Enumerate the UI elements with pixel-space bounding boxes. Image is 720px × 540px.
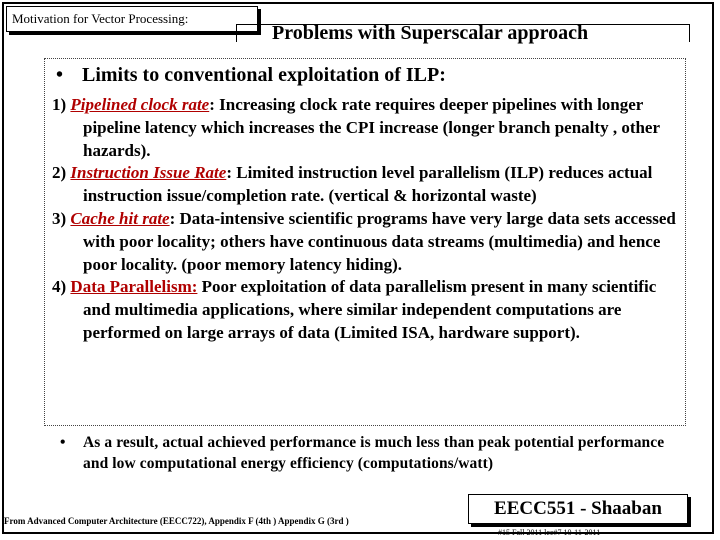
item-text: Data-intensive scientific programs have very large data sets accessed with poor locality; others have continuous data streams (multimedia) and hence poor locality. (poor memory latency hiding).: [83, 208, 676, 274]
list-item: [52, 162, 682, 208]
item-number: 2): [52, 163, 71, 183]
section-tag: Motivation for Vector Processing:: [6, 6, 258, 32]
item-term: Cache hit rate: [70, 208, 170, 228]
item-number: 4): [52, 277, 71, 297]
problem-list: [52, 94, 682, 345]
result-bullet: [60, 432, 670, 474]
heading-text: Limits to conventional exploitation of ILP:: [82, 64, 446, 86]
item-term: Data Parallelism:: [70, 277, 198, 297]
item-number: 1): [52, 95, 71, 114]
item-number: 3): [52, 208, 71, 228]
result-text: As a result, actual achieved performance is much less than peak potential performance and low computational energy efficiency (computations/watt): [83, 434, 665, 472]
item-text: Poor exploitation of data parallelism present in many scientific and multimedia applications, where similar independent computations are performed on large arrays of data (Limited ISA, hardware support).: [83, 277, 657, 342]
item-term-suffix: :: [209, 95, 215, 114]
item-term-suffix: :: [169, 208, 176, 228]
bullet-marker: •: [60, 434, 66, 451]
list-item: [52, 276, 682, 344]
item-text: Limited instruction level parallelism (ILP) reduces actual instruction issue/completion rate. (vertical & horizontal waste): [83, 163, 653, 206]
page-title: Problems with Superscalar approach: [272, 22, 589, 44]
source-note: From Advanced Computer Architecture (EECC722), Appendix F (4th ) Appendix G (3rd ): [4, 516, 349, 526]
bullet-marker: •: [56, 64, 64, 86]
list-item: [52, 94, 682, 162]
item-text: Increasing clock rate requires deeper pipelines with longer pipeline latency which increases the CPI increase (longer branch penalty , other hazards).: [83, 95, 660, 160]
item-term-suffix: :: [226, 163, 232, 183]
item-term: Instruction Issue Rate: [70, 163, 227, 183]
item-term: Pipelined clock rate: [70, 95, 210, 114]
heading-bullet: [56, 64, 446, 87]
course-badge: EECC551 - Shaaban: [468, 494, 688, 524]
list-item: [52, 208, 682, 276]
page-info: #15 Fall 2011 lec#7 10-11-2011: [498, 528, 601, 537]
